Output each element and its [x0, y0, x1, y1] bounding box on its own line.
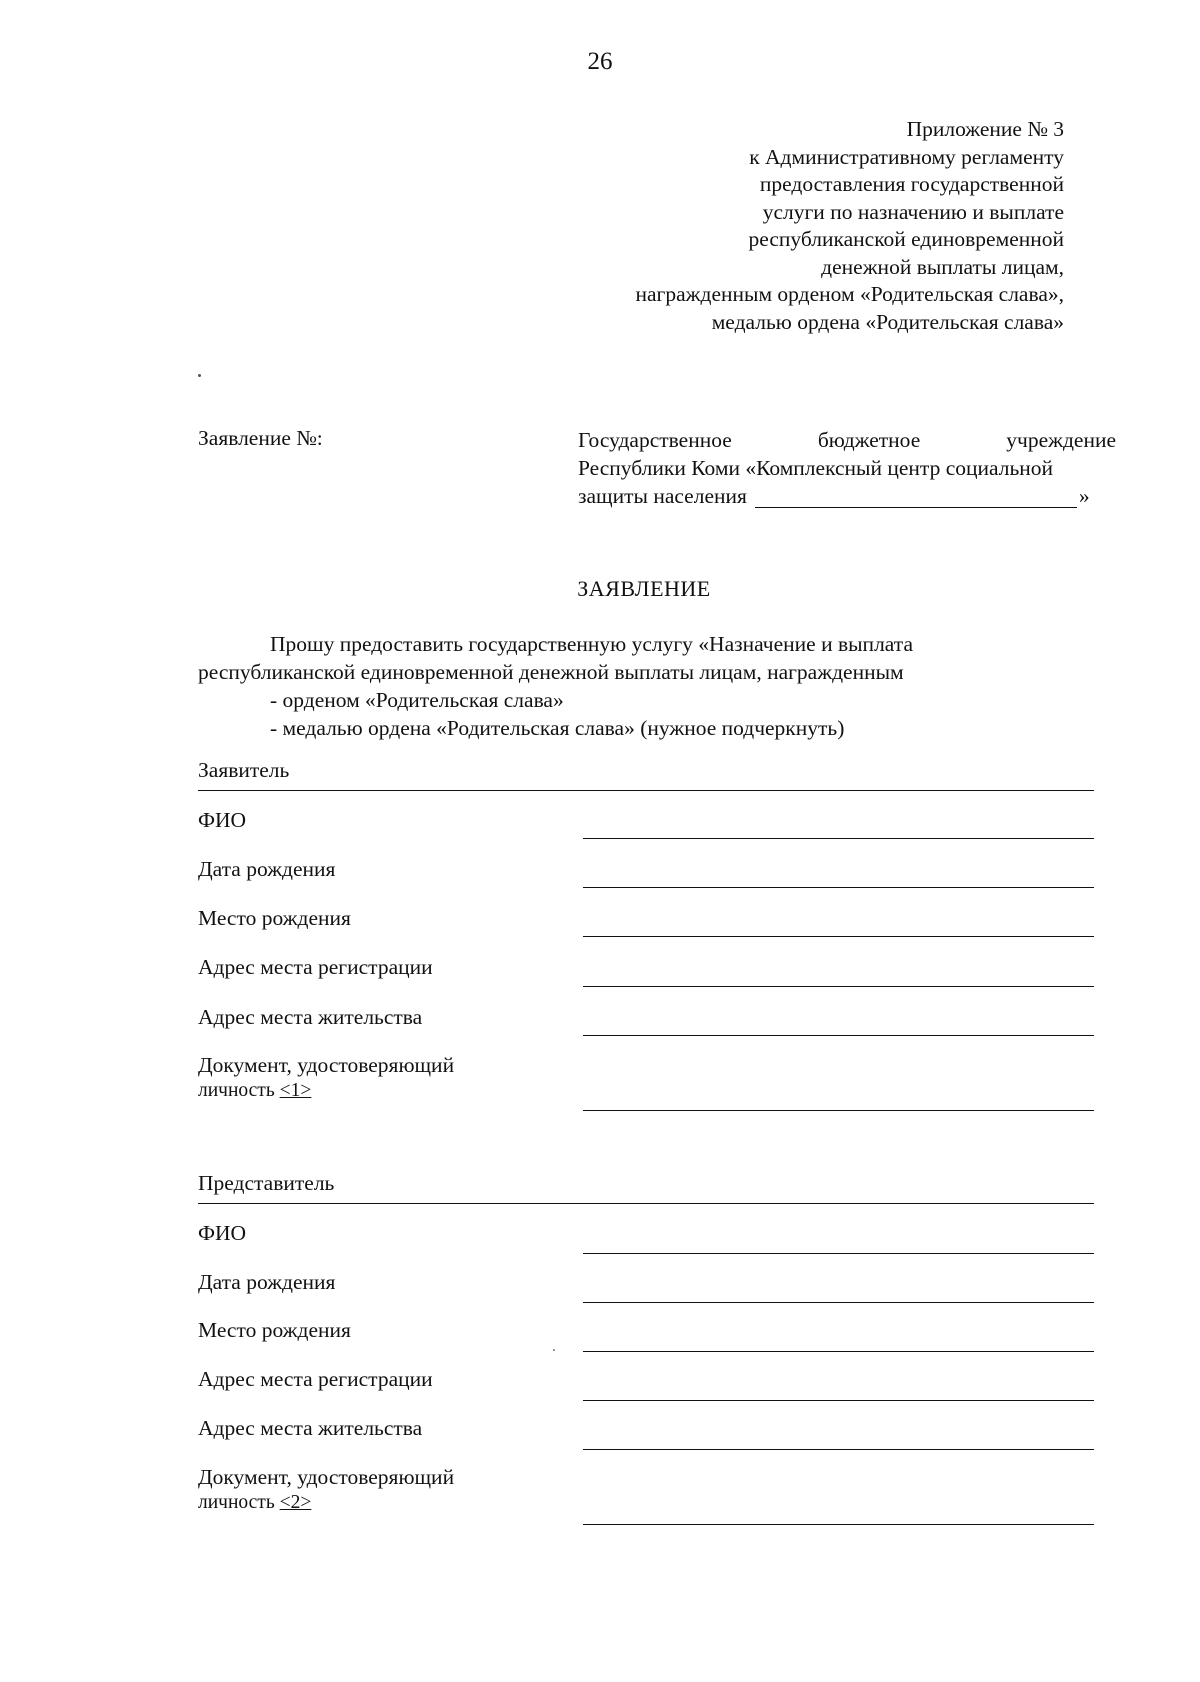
appendix-line: республиканской единовременной: [748, 227, 1064, 251]
applicant-birthplace-line[interactable]: [583, 936, 1094, 937]
applicant-field-label: Дата рождения: [198, 857, 336, 881]
request-option: - орденом «Родительская слава»: [270, 688, 564, 712]
scan-speck: [553, 1349, 555, 1351]
document-label-line: [198, 1490, 454, 1515]
applicant-birthdate-line[interactable]: [583, 887, 1094, 888]
applicant-divider: [198, 790, 1094, 791]
addressee-prefix: защиты населения: [578, 484, 747, 508]
document-title: ЗАЯВЛЕНИЕ: [577, 576, 711, 601]
applicant-residence-line[interactable]: [583, 1035, 1094, 1036]
document-label-line: [198, 1078, 454, 1103]
applicant-field-label: Адрес места регистрации: [198, 955, 433, 979]
appendix-line: к Административному регламенту: [749, 144, 1064, 169]
addressee-word: учреждение: [1006, 428, 1116, 452]
appendix-header: [636, 116, 1065, 336]
representative-birthplace-line[interactable]: [583, 1351, 1094, 1352]
appendix-line: денежной выплаты лицам,: [821, 254, 1064, 279]
document-label-text: личность: [198, 1080, 275, 1101]
appendix-line: предоставления государственной: [759, 172, 1064, 196]
applicant-fio-line[interactable]: [583, 838, 1094, 839]
document-label-line: Документ, удостоверяющий: [198, 1053, 455, 1077]
request-text: [198, 630, 1098, 742]
representative-field-label: Дата рождения: [198, 1270, 336, 1294]
addressee-line: [578, 482, 1116, 510]
representative-field-label: ФИО: [198, 1221, 247, 1245]
footnote-ref-1[interactable]: <1>: [279, 1080, 312, 1101]
addressee-suffix: »: [1078, 484, 1090, 508]
representative-divider: [198, 1203, 1094, 1204]
addressee-line: [578, 426, 1116, 454]
document-label-line: Документ, удостоверяющий: [198, 1465, 455, 1489]
representative-birthdate-line[interactable]: [583, 1302, 1094, 1303]
scan-speck: [198, 374, 201, 377]
addressee-word: бюджетное: [817, 428, 921, 452]
footnote-ref-2[interactable]: <2>: [279, 1492, 312, 1513]
request-option: - медалью ордена «Родительская слава» (нужное подчеркнуть): [270, 716, 845, 740]
representative-document-label: [198, 1465, 454, 1515]
appendix-line: услуги по назначению и выплате: [762, 199, 1064, 224]
appendix-line: награжденным орденом «Родительская слава»,: [635, 282, 1064, 306]
page-number: 26: [587, 48, 613, 75]
center-name-blank[interactable]: [755, 485, 1077, 508]
addressee-block: [578, 426, 1116, 510]
applicant-heading: Заявитель: [198, 758, 290, 782]
representative-heading: Представитель: [198, 1171, 335, 1195]
appendix-line: медалью ордена «Родительская слава»: [711, 309, 1064, 334]
representative-document-line[interactable]: [583, 1524, 1094, 1525]
addressee-word: Государственное: [578, 428, 732, 452]
applicant-registration-line[interactable]: [583, 986, 1094, 987]
representative-field-label: Место рождения: [198, 1318, 351, 1342]
representative-field-label: Адрес места регистрации: [198, 1367, 433, 1391]
applicant-field-label: Место рождения: [198, 906, 351, 930]
request-line: республиканской единовременной денежной выплаты лицам, награжденным: [198, 660, 904, 684]
applicant-document-label: [198, 1053, 454, 1103]
applicant-document-line[interactable]: [583, 1110, 1094, 1111]
applicant-field-label: Адрес места жительства: [198, 1005, 423, 1029]
appendix-line: Приложение № 3: [906, 117, 1064, 141]
document-label-text: личность: [198, 1492, 275, 1513]
representative-fio-line[interactable]: [583, 1253, 1094, 1254]
representative-residence-line[interactable]: [583, 1449, 1094, 1450]
addressee-line: Республики Коми «Комплексный центр социальной: [578, 456, 1054, 480]
statement-number-label: Заявление №:: [198, 426, 323, 450]
representative-field-label: Адрес места жительства: [198, 1416, 423, 1440]
representative-registration-line[interactable]: [583, 1400, 1094, 1401]
request-line: Прошу предоставить государственную услугу «Назначение и выплата: [270, 632, 913, 656]
applicant-field-label: ФИО: [198, 808, 247, 832]
